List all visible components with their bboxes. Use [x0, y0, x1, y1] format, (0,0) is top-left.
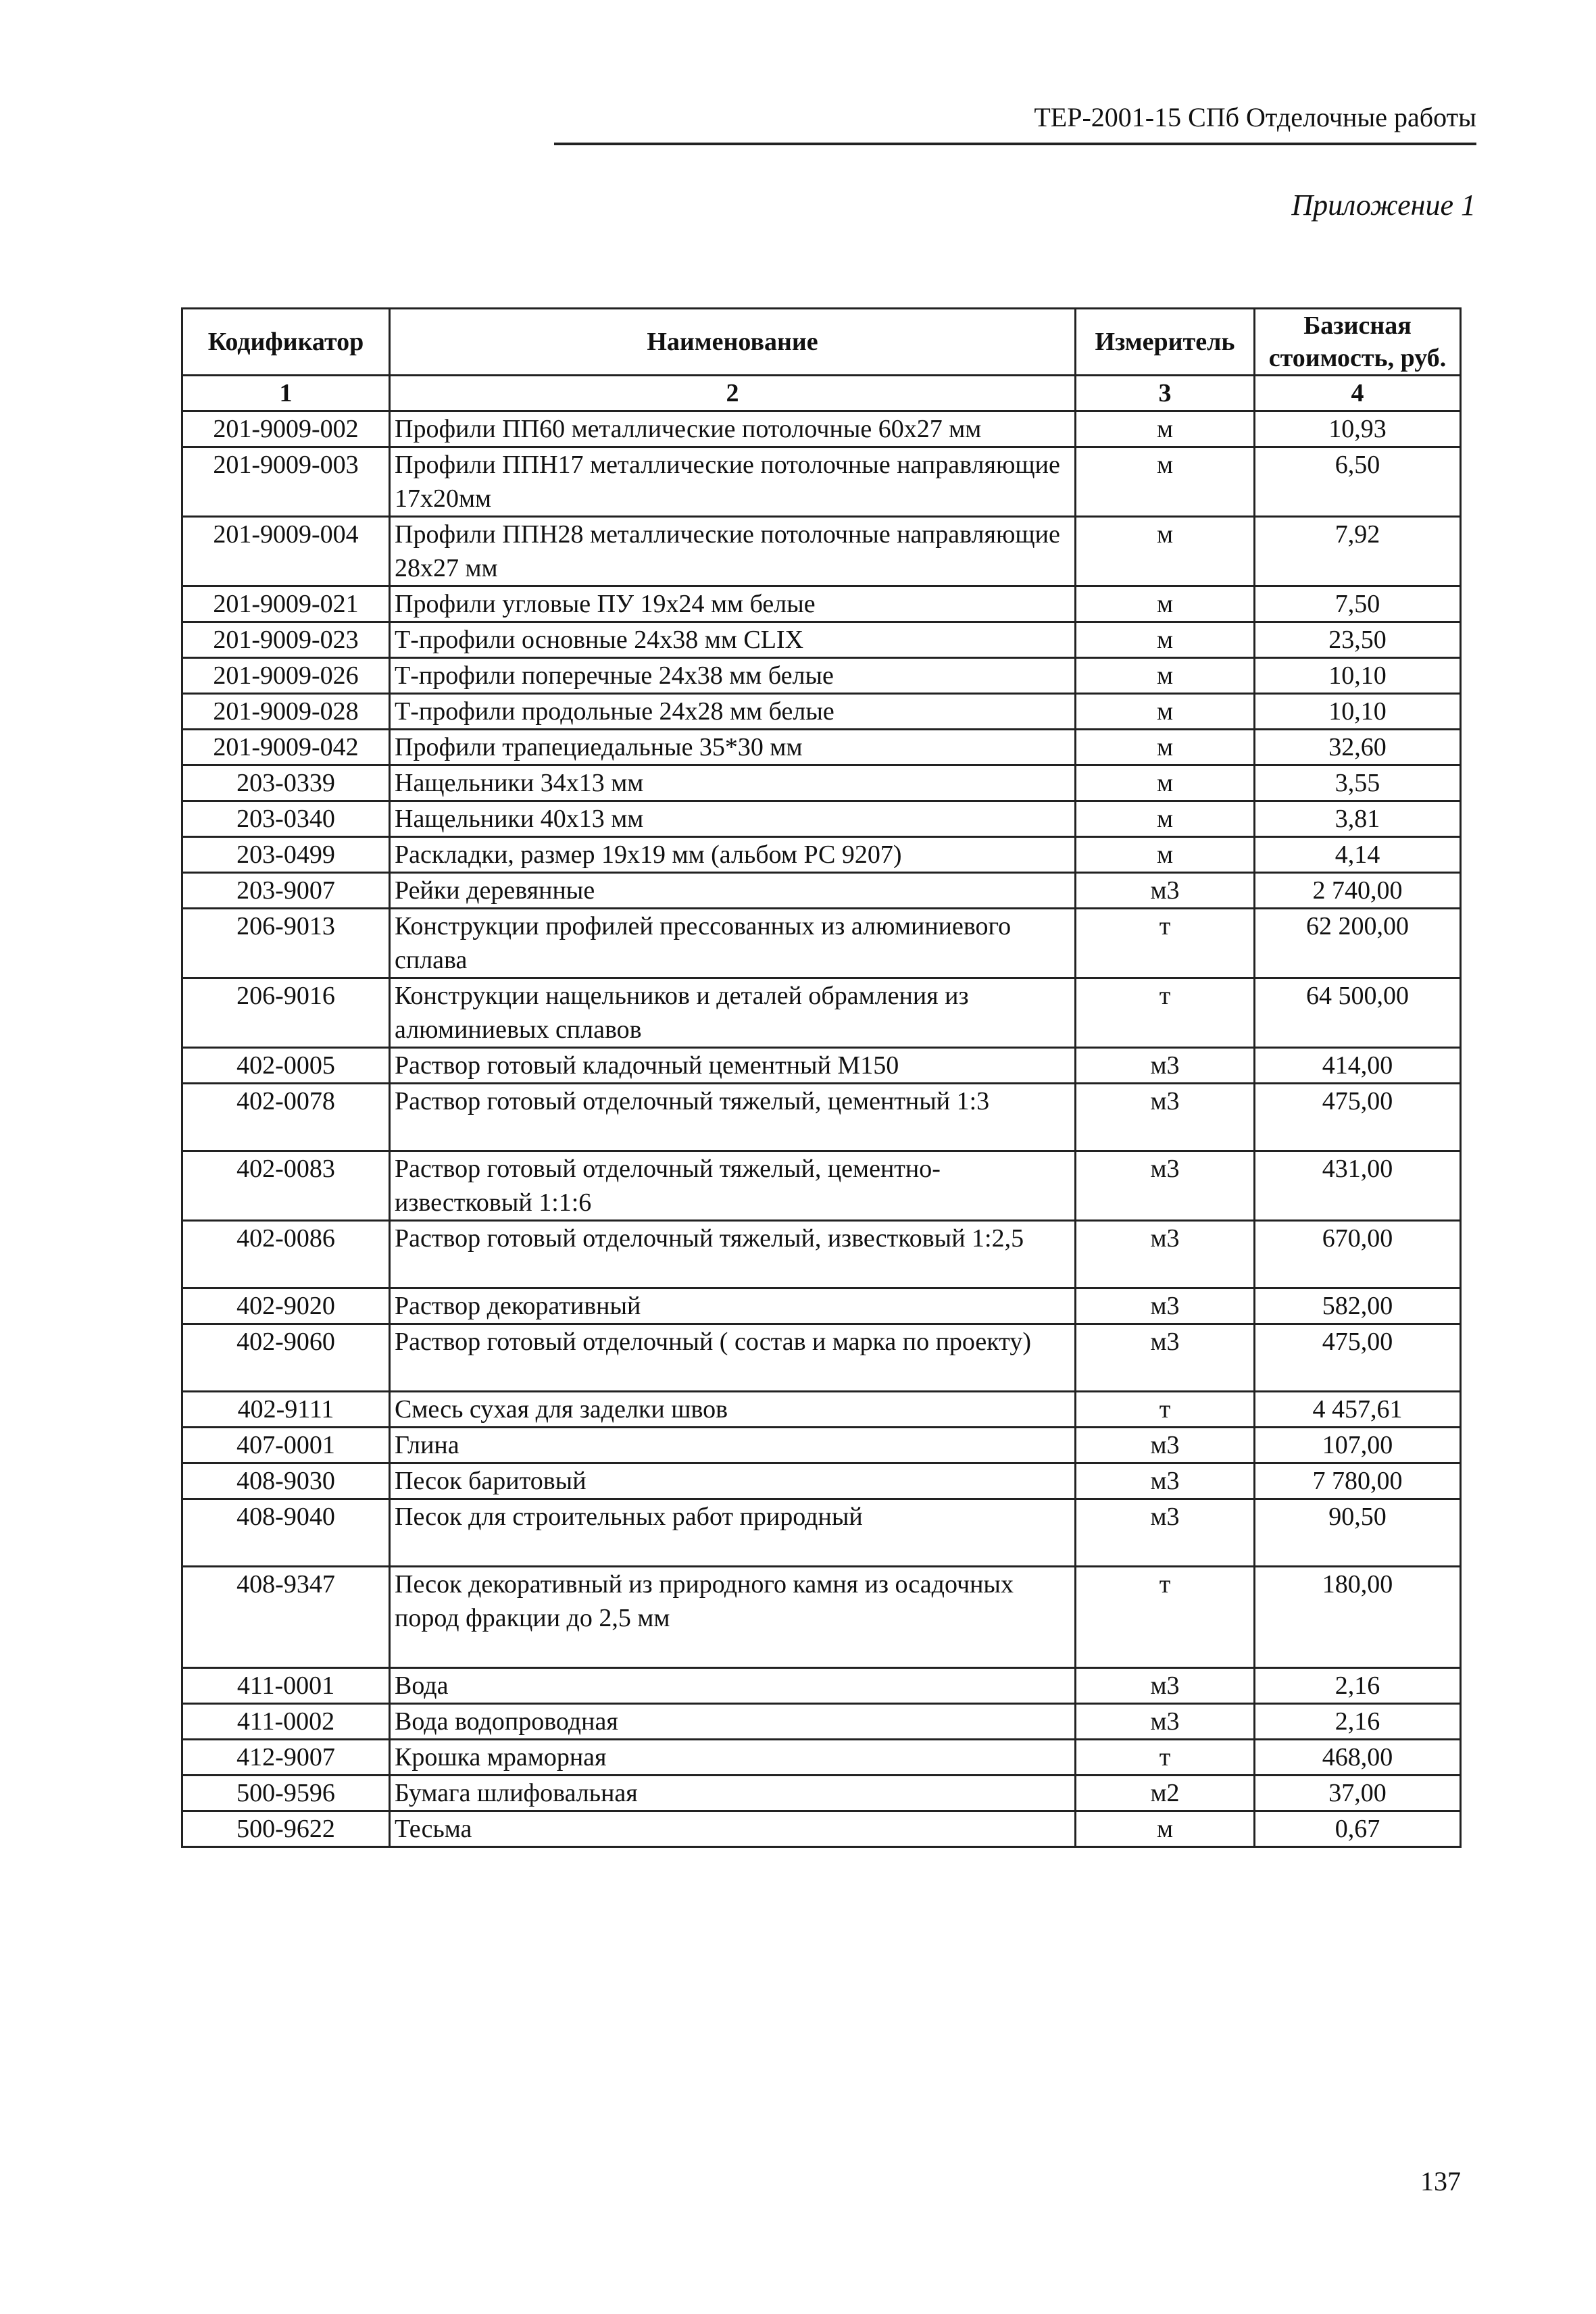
cell-unit: м3: [1076, 1428, 1255, 1463]
cell-unit: м3: [1076, 1048, 1255, 1084]
cell-name: Раствор готовый кладочный цементный М150: [390, 1048, 1076, 1084]
cell-name: Смесь сухая для заделки швов: [390, 1392, 1076, 1428]
table-row: [182, 1776, 1461, 1811]
table-row: [182, 622, 1461, 658]
column-number: 4: [1255, 376, 1461, 411]
cell-price: 90,50: [1255, 1499, 1461, 1567]
cell-name: Раствор декоративный: [390, 1288, 1076, 1324]
cell-code: 201-9009-021: [182, 586, 390, 622]
cell-price: 7,92: [1255, 517, 1461, 586]
table-row: [182, 1324, 1461, 1392]
cell-code: 201-9009-002: [182, 411, 390, 447]
cell-unit: м3: [1076, 1499, 1255, 1567]
cell-unit: м: [1076, 517, 1255, 586]
cell-unit: м3: [1076, 1463, 1255, 1499]
cell-name: Профили трапециедальные 35*30 мм: [390, 730, 1076, 765]
cell-price: 10,10: [1255, 694, 1461, 730]
cell-unit: м3: [1076, 1221, 1255, 1288]
cell-code: 201-9009-026: [182, 658, 390, 694]
cell-code: 402-0086: [182, 1221, 390, 1288]
column-number-row: [182, 376, 1461, 411]
cell-price: 414,00: [1255, 1048, 1461, 1084]
cell-price: 10,93: [1255, 411, 1461, 447]
materials-price-table: [181, 307, 1462, 1848]
cell-name: Нащельники 40х13 мм: [390, 801, 1076, 837]
column-number: 1: [182, 376, 390, 411]
cell-code: 402-9111: [182, 1392, 390, 1428]
cell-unit: т: [1076, 1740, 1255, 1776]
cell-code: 201-9009-042: [182, 730, 390, 765]
cell-unit: м3: [1076, 1084, 1255, 1151]
header-code: Кодификатор: [182, 309, 390, 376]
cell-unit: м3: [1076, 1704, 1255, 1740]
cell-code: 201-9009-023: [182, 622, 390, 658]
table-header-row: [182, 309, 1461, 376]
table-row: [182, 694, 1461, 730]
table-row: [182, 909, 1461, 978]
cell-unit: м3: [1076, 1324, 1255, 1392]
table-row: [182, 1221, 1461, 1288]
cell-code: 206-9016: [182, 978, 390, 1048]
table-row: [182, 730, 1461, 765]
cell-name: Профили ППН17 металлические потолочные направляющие 17х20мм: [390, 447, 1076, 517]
cell-unit: м: [1076, 411, 1255, 447]
cell-unit: т: [1076, 1567, 1255, 1668]
cell-code: 203-9007: [182, 873, 390, 909]
cell-name: Нащельники 34х13 мм: [390, 765, 1076, 801]
cell-name: Т-профили поперечные 24х38 мм белые: [390, 658, 1076, 694]
cell-price: 582,00: [1255, 1288, 1461, 1324]
cell-name: Профили ПП60 металлические потолочные 60х27 мм: [390, 411, 1076, 447]
cell-name: Раствор готовый отделочный тяжелый, известковый 1:2,5: [390, 1221, 1076, 1288]
cell-price: 3,81: [1255, 801, 1461, 837]
cell-unit: м: [1076, 658, 1255, 694]
table-row: [182, 1463, 1461, 1499]
cell-unit: м: [1076, 622, 1255, 658]
table-row: [182, 447, 1461, 517]
cell-code: 203-0499: [182, 837, 390, 873]
cell-code: 201-9009-028: [182, 694, 390, 730]
cell-price: 32,60: [1255, 730, 1461, 765]
table-row: [182, 801, 1461, 837]
table-row: [182, 1668, 1461, 1704]
header-unit: Измеритель: [1076, 309, 1255, 376]
cell-name: Раствор готовый отделочный ( состав и марка по проекту): [390, 1324, 1076, 1392]
cell-unit: м: [1076, 837, 1255, 873]
table-row: [182, 837, 1461, 873]
table-row: [182, 1392, 1461, 1428]
cell-code: 411-0001: [182, 1668, 390, 1704]
cell-code: 408-9040: [182, 1499, 390, 1567]
cell-price: 7 780,00: [1255, 1463, 1461, 1499]
page-number: 137: [1420, 2166, 1461, 2196]
cell-code: 411-0002: [182, 1704, 390, 1740]
cell-unit: м3: [1076, 1151, 1255, 1221]
cell-name: Крошка мраморная: [390, 1740, 1076, 1776]
cell-price: 670,00: [1255, 1221, 1461, 1288]
cell-price: 7,50: [1255, 586, 1461, 622]
cell-unit: м: [1076, 694, 1255, 730]
cell-price: 3,55: [1255, 765, 1461, 801]
table-row: [182, 1151, 1461, 1221]
cell-price: 475,00: [1255, 1324, 1461, 1392]
cell-price: 2 740,00: [1255, 873, 1461, 909]
cell-code: 402-0078: [182, 1084, 390, 1151]
cell-unit: м3: [1076, 1668, 1255, 1704]
table-row: [182, 1084, 1461, 1151]
cell-name: Профили ППН28 металлические потолочные направляющие 28х27 мм: [390, 517, 1076, 586]
table-row: [182, 873, 1461, 909]
table-row: [182, 765, 1461, 801]
cell-unit: м: [1076, 586, 1255, 622]
column-number: 2: [390, 376, 1076, 411]
cell-price: 10,10: [1255, 658, 1461, 694]
cell-name: Т-профили продольные 24х28 мм белые: [390, 694, 1076, 730]
cell-code: 500-9596: [182, 1776, 390, 1811]
table-row: [182, 517, 1461, 586]
table-row: [182, 1048, 1461, 1084]
header-name: Наименование: [390, 309, 1076, 376]
cell-unit: м2: [1076, 1776, 1255, 1811]
cell-name: Вода водопроводная: [390, 1704, 1076, 1740]
cell-code: 412-9007: [182, 1740, 390, 1776]
cell-price: 4,14: [1255, 837, 1461, 873]
cell-name: Профили угловые ПУ 19х24 мм белые: [390, 586, 1076, 622]
cell-code: 402-9020: [182, 1288, 390, 1324]
cell-name: Бумага шлифовальная: [390, 1776, 1076, 1811]
cell-unit: м: [1076, 730, 1255, 765]
appendix-title: Приложение 1: [1291, 188, 1476, 222]
cell-code: 408-9347: [182, 1567, 390, 1668]
table-row: [182, 411, 1461, 447]
cell-price: 0,67: [1255, 1811, 1461, 1847]
cell-name: Рейки деревянные: [390, 873, 1076, 909]
cell-price: 2,16: [1255, 1668, 1461, 1704]
header-price: Базисная стоимость, руб.: [1255, 309, 1461, 376]
cell-name: Глина: [390, 1428, 1076, 1463]
cell-name: Тесьма: [390, 1811, 1076, 1847]
cell-price: 2,16: [1255, 1704, 1461, 1740]
cell-unit: м3: [1076, 1288, 1255, 1324]
table-body: [182, 411, 1461, 1847]
cell-code: 203-0340: [182, 801, 390, 837]
document-header: ТЕР-2001-15 СПб Отделочные работы: [554, 101, 1476, 145]
table-row: [182, 1704, 1461, 1740]
cell-code: 201-9009-003: [182, 447, 390, 517]
cell-unit: м: [1076, 447, 1255, 517]
cell-code: 408-9030: [182, 1463, 390, 1499]
cell-price: 6,50: [1255, 447, 1461, 517]
cell-code: 402-9060: [182, 1324, 390, 1392]
cell-name: Песок для строительных работ природный: [390, 1499, 1076, 1567]
table-row: [182, 978, 1461, 1048]
table-row: [182, 1499, 1461, 1567]
cell-price: 23,50: [1255, 622, 1461, 658]
cell-unit: т: [1076, 909, 1255, 978]
cell-code: 500-9622: [182, 1811, 390, 1847]
cell-name: Раствор готовый отделочный тяжелый, цементный 1:3: [390, 1084, 1076, 1151]
table-row: [182, 1567, 1461, 1668]
cell-price: 475,00: [1255, 1084, 1461, 1151]
cell-price: 37,00: [1255, 1776, 1461, 1811]
cell-code: 402-0005: [182, 1048, 390, 1084]
cell-name: Песок баритовый: [390, 1463, 1076, 1499]
cell-name: Раскладки, размер 19х19 мм (альбом РС 9207): [390, 837, 1076, 873]
cell-unit: м: [1076, 801, 1255, 837]
cell-code: 203-0339: [182, 765, 390, 801]
cell-unit: м: [1076, 1811, 1255, 1847]
cell-price: 431,00: [1255, 1151, 1461, 1221]
cell-name: Песок декоративный из природного камня из осадочных пород фракции до 2,5 мм: [390, 1567, 1076, 1668]
cell-name: Вода: [390, 1668, 1076, 1704]
cell-unit: м3: [1076, 873, 1255, 909]
cell-code: 201-9009-004: [182, 517, 390, 586]
cell-price: 4 457,61: [1255, 1392, 1461, 1428]
table-row: [182, 1740, 1461, 1776]
cell-code: 407-0001: [182, 1428, 390, 1463]
table-row: [182, 1428, 1461, 1463]
cell-unit: т: [1076, 978, 1255, 1048]
cell-name: Конструкции профилей прессованных из алюминиевого сплава: [390, 909, 1076, 978]
cell-price: 107,00: [1255, 1428, 1461, 1463]
table-row: [182, 1288, 1461, 1324]
table-row: [182, 658, 1461, 694]
cell-price: 468,00: [1255, 1740, 1461, 1776]
cell-name: Раствор готовый отделочный тяжелый, цементно-известковый 1:1:6: [390, 1151, 1076, 1221]
cell-unit: м: [1076, 765, 1255, 801]
cell-code: 206-9013: [182, 909, 390, 978]
table-row: [182, 586, 1461, 622]
cell-price: 180,00: [1255, 1567, 1461, 1668]
cell-price: 64 500,00: [1255, 978, 1461, 1048]
cell-price: 62 200,00: [1255, 909, 1461, 978]
cell-name: Конструкции нащельников и деталей обрамления из алюминиевых сплавов: [390, 978, 1076, 1048]
table-row: [182, 1811, 1461, 1847]
cell-name: Т-профили основные 24х38 мм CLIX: [390, 622, 1076, 658]
cell-code: 402-0083: [182, 1151, 390, 1221]
cell-unit: т: [1076, 1392, 1255, 1428]
column-number: 3: [1076, 376, 1255, 411]
